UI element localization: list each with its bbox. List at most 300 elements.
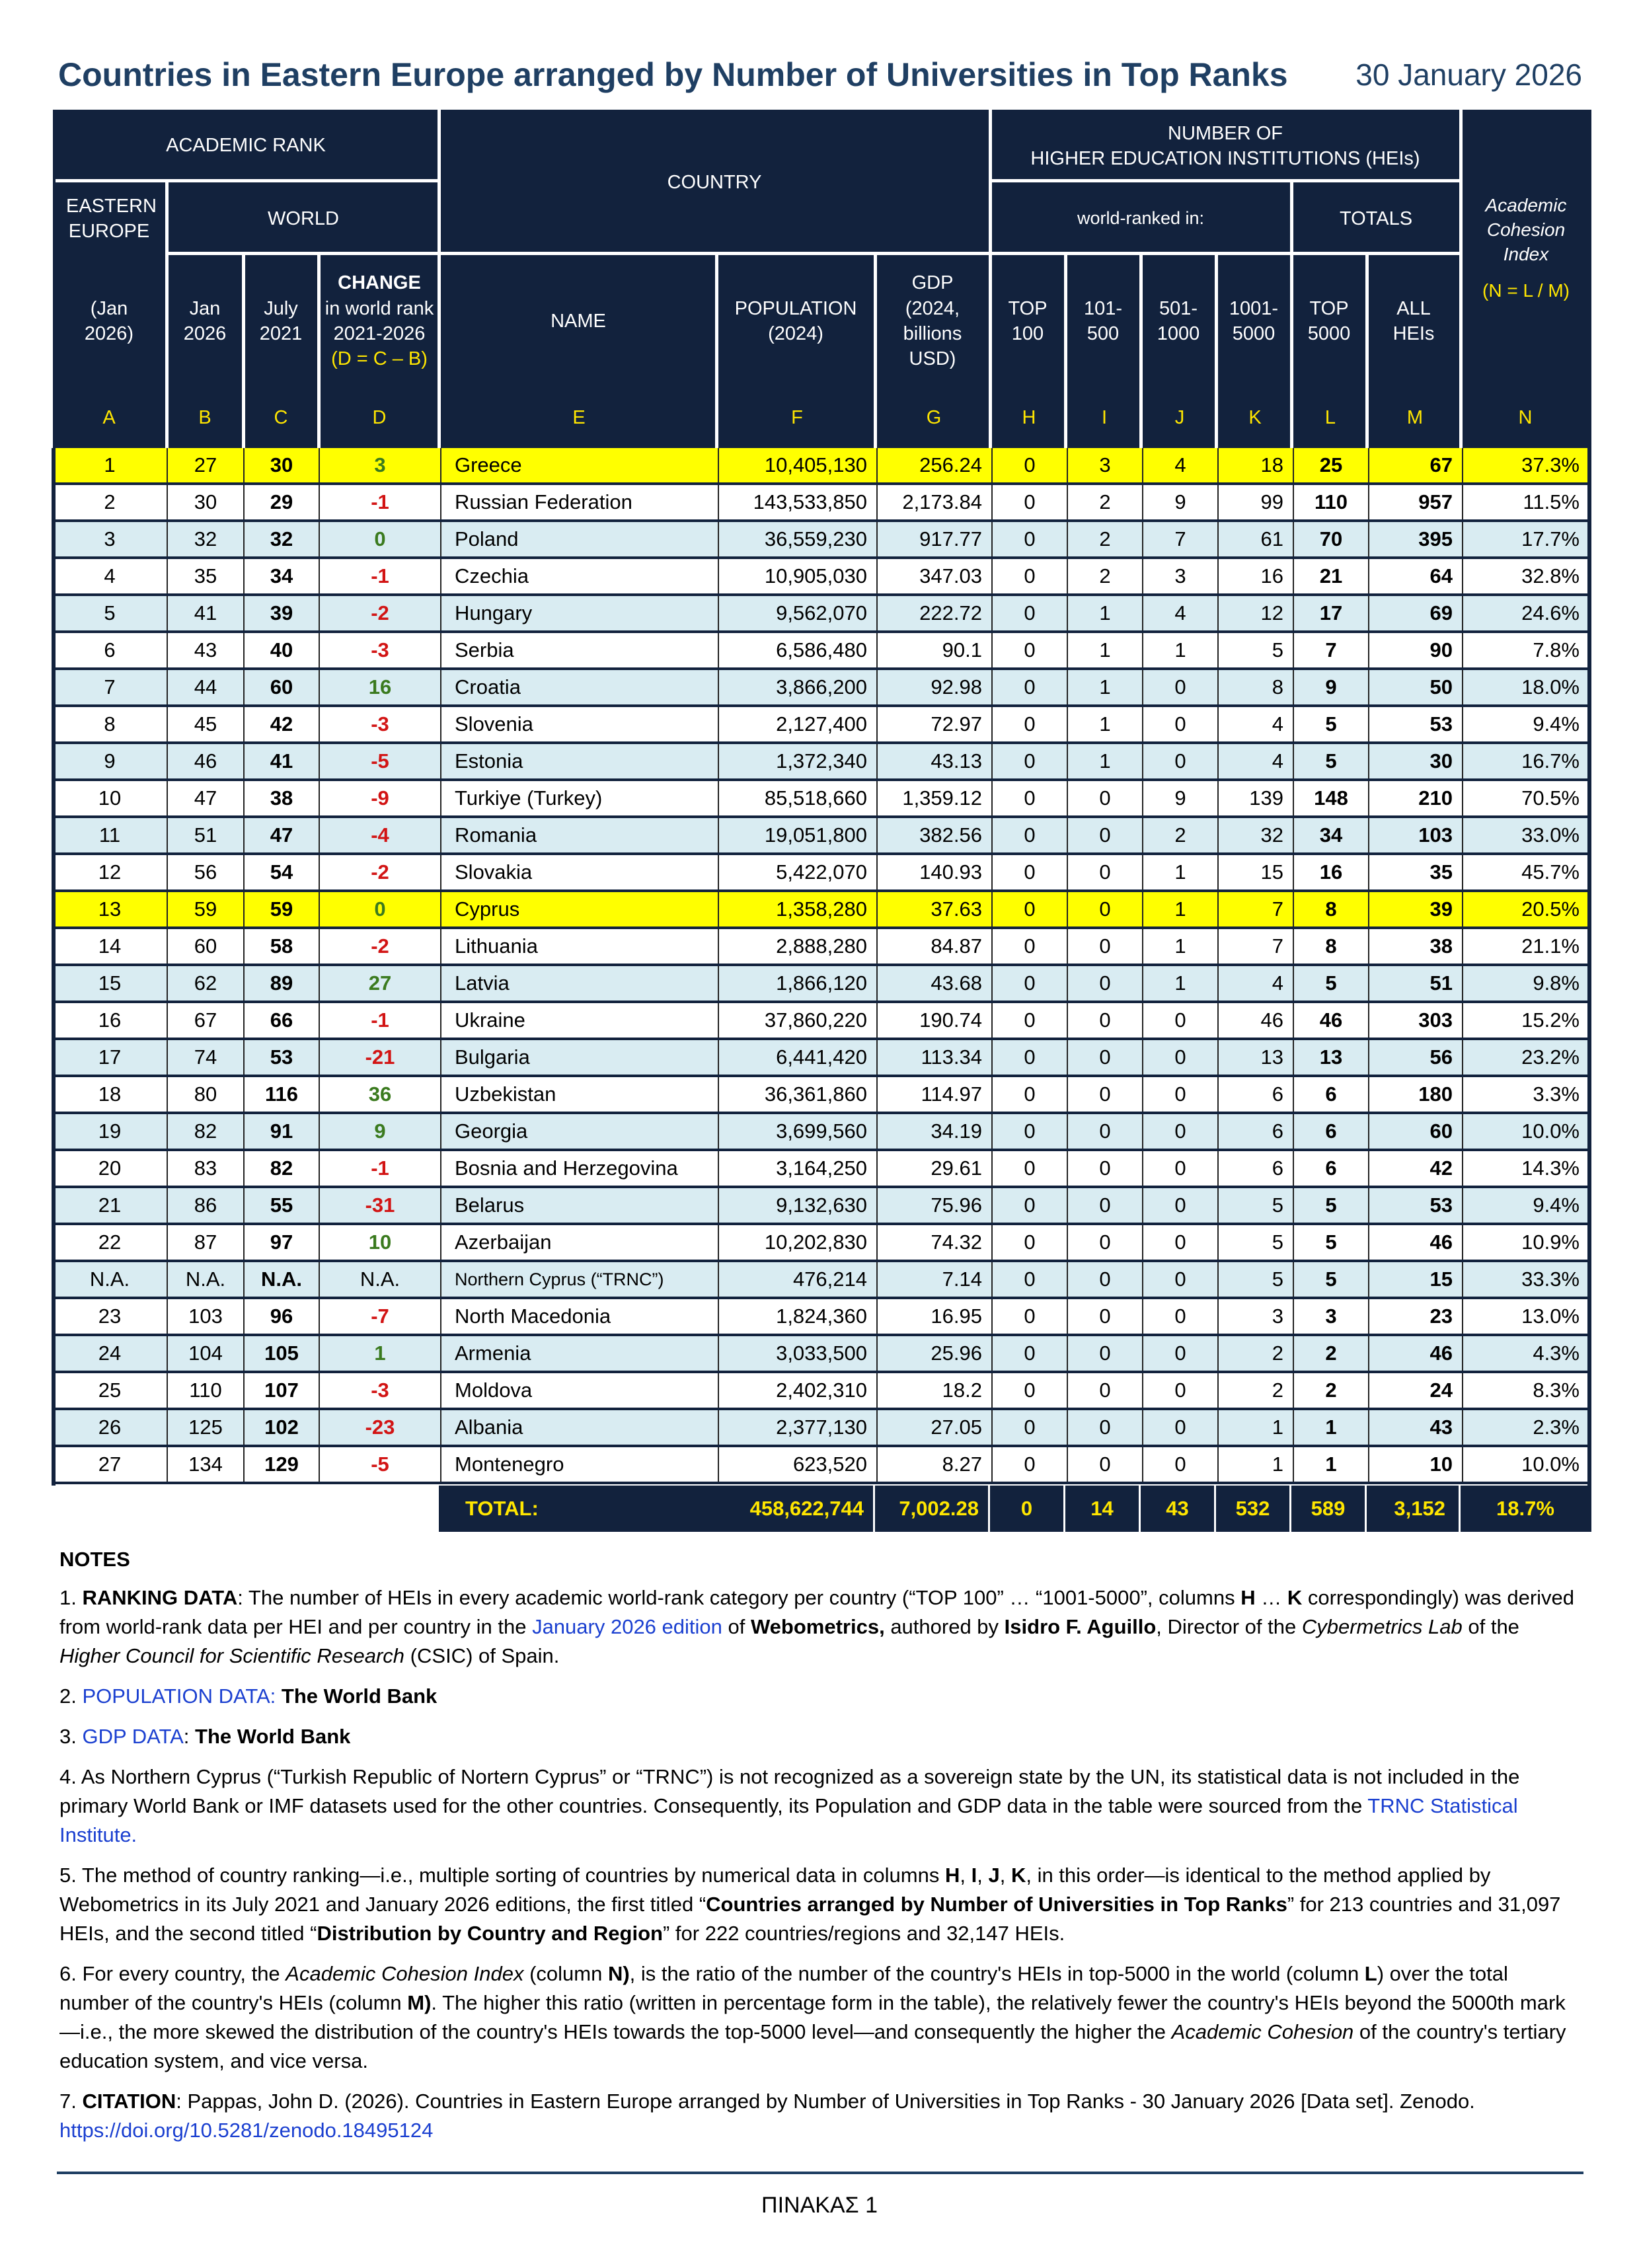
501-1000-count: 3 — [1143, 559, 1219, 593]
1001-5000-count: 1 — [1219, 1447, 1294, 1482]
1001-5000-count: 13 — [1219, 1040, 1294, 1075]
table-row — [53, 855, 1590, 892]
501-1000-count: 0 — [1143, 1040, 1219, 1075]
top-100-count: 0 — [993, 1336, 1068, 1371]
table-row — [53, 1188, 1590, 1225]
1001-5000-count: 18 — [1219, 448, 1294, 482]
top-100-count: 0 — [993, 966, 1068, 1001]
world-rank-2026: 86 — [168, 1188, 245, 1223]
col-i-header: 101- 500 — [1067, 255, 1139, 387]
gdp: 92.98 — [878, 670, 993, 704]
501-1000-count: 9 — [1143, 781, 1219, 815]
gdp: 27.05 — [878, 1410, 993, 1445]
total-label: TOTAL: — [439, 1486, 716, 1532]
all-heis-count: 53 — [1369, 707, 1463, 741]
gdp: 2,173.84 — [878, 485, 993, 519]
column-letter: B — [168, 390, 242, 445]
top-5000-count: 6 — [1294, 1077, 1369, 1112]
table-row — [53, 707, 1590, 744]
101-500-count: 0 — [1068, 1373, 1143, 1408]
gdp: 25.96 — [878, 1336, 993, 1371]
total-1001-5000: 532 — [1216, 1486, 1291, 1532]
aci-value: 4.3% — [1463, 1336, 1590, 1371]
top-100-count: 0 — [993, 929, 1068, 964]
col-c-header: July 2021 — [245, 255, 317, 387]
rank-change: -5 — [320, 744, 441, 778]
top-100-count: 0 — [993, 448, 1068, 482]
table-row — [53, 1262, 1590, 1299]
table-row — [53, 596, 1590, 633]
top-5000-count: 6 — [1294, 1114, 1369, 1149]
eastern-europe-rank: 23 — [53, 1299, 168, 1334]
aci-value: 9.8% — [1463, 966, 1590, 1001]
gdp: 382.56 — [878, 818, 993, 852]
top-100-count: 0 — [993, 522, 1068, 556]
population: 143,533,850 — [719, 485, 878, 519]
top-100-count: 0 — [993, 1077, 1068, 1112]
page-title: Countries in Eastern Europe arranged by Number of Universities in Top Ranks — [58, 56, 1288, 93]
population: 2,402,310 — [719, 1373, 878, 1408]
101-500-count: 0 — [1068, 818, 1143, 852]
population: 1,358,280 — [719, 892, 878, 926]
all-heis-count: 64 — [1369, 559, 1463, 593]
gdp: 222.72 — [878, 596, 993, 630]
101-500-count: 2 — [1068, 485, 1143, 519]
aci-value: 33.0% — [1463, 818, 1590, 852]
col-f-header: POPULATION (2024) — [718, 255, 874, 387]
total-all-heis: 3,152 — [1367, 1486, 1461, 1532]
501-1000-count: 4 — [1143, 596, 1219, 630]
gdp: 256.24 — [878, 448, 993, 482]
population: 36,559,230 — [719, 522, 878, 556]
world-rank-2026: 104 — [168, 1336, 245, 1371]
world-rank-2026: 51 — [168, 818, 245, 852]
501-1000-count: 2 — [1143, 818, 1219, 852]
eastern-europe-rank: 11 — [53, 818, 168, 852]
table-row — [53, 1336, 1590, 1373]
aci-value: 2.3% — [1463, 1410, 1590, 1445]
1001-5000-count: 5 — [1219, 1262, 1294, 1297]
eastern-europe-rank: 2 — [53, 485, 168, 519]
rank-change: 3 — [320, 448, 441, 482]
eastern-europe-rank: 12 — [53, 855, 168, 889]
aci-value: 14.3% — [1463, 1151, 1590, 1186]
footer-divider — [57, 2172, 1583, 2174]
rank-change: -1 — [320, 1151, 441, 1186]
top-5000-count: 34 — [1294, 818, 1369, 852]
1001-5000-count: 7 — [1219, 892, 1294, 926]
population: 3,699,560 — [719, 1114, 878, 1149]
table-row — [53, 818, 1590, 855]
gdp: 72.97 — [878, 707, 993, 741]
table-row — [53, 744, 1590, 781]
population: 85,518,660 — [719, 781, 878, 815]
aci-value: 21.1% — [1463, 929, 1590, 964]
aci-value: 17.7% — [1463, 522, 1590, 556]
aci-value: 10.0% — [1463, 1114, 1590, 1149]
1001-5000-count: 5 — [1219, 633, 1294, 667]
501-1000-count: 0 — [1143, 744, 1219, 778]
table-row — [53, 670, 1590, 707]
all-heis-count: 51 — [1369, 966, 1463, 1001]
101-500-count: 0 — [1068, 1151, 1143, 1186]
world-rank-2026: 83 — [168, 1151, 245, 1186]
population: 19,051,800 — [719, 818, 878, 852]
top-100-count: 0 — [993, 1188, 1068, 1223]
totals-row — [439, 1486, 1590, 1532]
table-row — [53, 633, 1590, 670]
eastern-europe-rank: 14 — [53, 929, 168, 964]
all-heis-count: 210 — [1369, 781, 1463, 815]
population: 10,202,830 — [719, 1225, 878, 1260]
501-1000-count: 0 — [1143, 1225, 1219, 1260]
country-name: Bosnia and Herzegovina — [441, 1151, 719, 1186]
total-top100: 0 — [990, 1486, 1065, 1532]
country-name: Cyprus — [441, 892, 719, 926]
world-rank-2026: 44 — [168, 670, 245, 704]
101-500-count: 1 — [1068, 744, 1143, 778]
aci-header: Academic Cohesion Index (N = L / M) — [1462, 110, 1590, 387]
world-rank-2021: N.A. — [245, 1262, 320, 1297]
col-d-header: CHANGE in world rank 2021-2026 (D = C – B) — [320, 255, 439, 387]
world-rank-2021: 102 — [245, 1410, 320, 1445]
all-heis-count: 35 — [1369, 855, 1463, 889]
1001-5000-count: 4 — [1219, 744, 1294, 778]
col-m-header: ALL HEIs — [1368, 255, 1459, 387]
101-500-count: 3 — [1068, 448, 1143, 482]
rank-change: -9 — [320, 781, 441, 815]
all-heis-count: 46 — [1369, 1225, 1463, 1260]
world-rank-2021: 34 — [245, 559, 320, 593]
rank-change: -23 — [320, 1410, 441, 1445]
aci-value: 15.2% — [1463, 1003, 1590, 1038]
top-100-count: 0 — [993, 1262, 1068, 1297]
101-500-count: 0 — [1068, 1336, 1143, 1371]
aci-value: 32.8% — [1463, 559, 1590, 593]
table-row — [53, 1225, 1590, 1262]
world-rank-2021: 91 — [245, 1114, 320, 1149]
all-heis-count: 180 — [1369, 1077, 1463, 1112]
academic-rank-header: ACADEMIC RANK — [53, 110, 439, 181]
population: 5,422,070 — [719, 855, 878, 889]
world-rank-2021: 47 — [245, 818, 320, 852]
world-rank-2026: 56 — [168, 855, 245, 889]
column-letter: N — [1463, 390, 1587, 445]
gdp: 8.27 — [878, 1447, 993, 1482]
top-5000-count: 5 — [1294, 966, 1369, 1001]
top-5000-count: 5 — [1294, 1188, 1369, 1223]
country-name: Lithuania — [441, 929, 719, 964]
all-heis-count: 38 — [1369, 929, 1463, 964]
all-heis-count: 10 — [1369, 1447, 1463, 1482]
country-name: Croatia — [441, 670, 719, 704]
gdp: 16.95 — [878, 1299, 993, 1334]
all-heis-count: 69 — [1369, 596, 1463, 630]
world-rank-2026: 80 — [168, 1077, 245, 1112]
country-name: Serbia — [441, 633, 719, 667]
101-500-count: 0 — [1068, 855, 1143, 889]
top-5000-count: 8 — [1294, 892, 1369, 926]
country-header: COUNTRY — [440, 110, 989, 255]
all-heis-count: 15 — [1369, 1262, 1463, 1297]
top-5000-count: 8 — [1294, 929, 1369, 964]
501-1000-count: 4 — [1143, 448, 1219, 482]
top-100-count: 0 — [993, 892, 1068, 926]
page-date: 30 January 2026 — [1355, 57, 1582, 92]
country-name: Czechia — [441, 559, 719, 593]
world-rank-2021: 55 — [245, 1188, 320, 1223]
top-5000-count: 9 — [1294, 670, 1369, 704]
top-5000-count: 2 — [1294, 1373, 1369, 1408]
total-aci: 18.7% — [1496, 1497, 1554, 1520]
population: 623,520 — [719, 1447, 878, 1482]
top-100-count: 0 — [993, 1410, 1068, 1445]
eastern-europe-rank: 18 — [53, 1077, 168, 1112]
top-5000-count: 5 — [1294, 744, 1369, 778]
501-1000-count: 0 — [1143, 707, 1219, 741]
col-h-header: TOP 100 — [991, 255, 1064, 387]
501-1000-count: 9 — [1143, 485, 1219, 519]
rank-change: 36 — [320, 1077, 441, 1112]
top-100-count: 0 — [993, 633, 1068, 667]
country-name: Armenia — [441, 1336, 719, 1371]
101-500-count: 0 — [1068, 1188, 1143, 1223]
world-rank-2021: 41 — [245, 744, 320, 778]
population: 37,860,220 — [719, 1003, 878, 1038]
1001-5000-count: 6 — [1219, 1151, 1294, 1186]
501-1000-count: 0 — [1143, 670, 1219, 704]
country-name: Belarus — [441, 1188, 719, 1223]
aci-value: 9.4% — [1463, 707, 1590, 741]
101-500-count: 0 — [1068, 892, 1143, 926]
501-1000-count: 0 — [1143, 1003, 1219, 1038]
note-7: 7. CITATION: Pappas, John D. (2026). Countries in Eastern Europe arranged by Number of Universities in Top Ranks - 30 January 2026 [Data set]. Zenodo. https://doi.org/10.5281/zenodo.18495124 — [59, 2090, 1475, 2142]
1001-5000-count: 4 — [1219, 966, 1294, 1001]
eastern-europe-rank: 8 — [53, 707, 168, 741]
table-row — [53, 522, 1590, 559]
eastern-europe-rank: 6 — [53, 633, 168, 667]
aci-value: 13.0% — [1463, 1299, 1590, 1334]
gdp: 37.63 — [878, 892, 993, 926]
1001-5000-count: 2 — [1219, 1373, 1294, 1408]
101-500-count: 1 — [1068, 707, 1143, 741]
top-100-count: 0 — [993, 670, 1068, 704]
world-rank-2026: 45 — [168, 707, 245, 741]
all-heis-count: 39 — [1369, 892, 1463, 926]
gdp-data-link[interactable]: GDP DATA — [82, 1725, 184, 1748]
table-row — [53, 1003, 1590, 1040]
501-1000-count: 0 — [1143, 1151, 1219, 1186]
world-rank-2026: 62 — [168, 966, 245, 1001]
col-a-header: (Jan 2026) — [53, 255, 165, 387]
aci-value: 16.7% — [1463, 744, 1590, 778]
col-e-header: NAME — [440, 255, 716, 387]
aci-value: 45.7% — [1463, 855, 1590, 889]
world-rank-2026: 35 — [168, 559, 245, 593]
all-heis-count: 90 — [1369, 633, 1463, 667]
column-letter: C — [245, 390, 317, 445]
eastern-europe-rank: 4 — [53, 559, 168, 593]
all-heis-count: 43 — [1369, 1410, 1463, 1445]
col-l-header: TOP 5000 — [1293, 255, 1365, 387]
1001-5000-count: 6 — [1219, 1114, 1294, 1149]
population: 6,586,480 — [719, 633, 878, 667]
rank-change: -7 — [320, 1299, 441, 1334]
top-5000-count: 5 — [1294, 707, 1369, 741]
501-1000-count: 1 — [1143, 633, 1219, 667]
table-row — [53, 448, 1590, 485]
501-1000-count: 0 — [1143, 1373, 1219, 1408]
country-name: Moldova — [441, 1373, 719, 1408]
country-name: Romania — [441, 818, 719, 852]
world-rank-2026: 103 — [168, 1299, 245, 1334]
country-name: Bulgaria — [441, 1040, 719, 1075]
table-row — [53, 1447, 1590, 1484]
population: 2,377,130 — [719, 1410, 878, 1445]
population: 3,866,200 — [719, 670, 878, 704]
population: 2,127,400 — [719, 707, 878, 741]
world-rank-2026: 41 — [168, 596, 245, 630]
webometrics-link[interactable]: January 2026 edition — [532, 1615, 722, 1638]
table-row — [53, 1114, 1590, 1151]
top-100-count: 0 — [993, 1225, 1068, 1260]
rank-change: N.A. — [320, 1262, 441, 1297]
501-1000-count: 0 — [1143, 1447, 1219, 1482]
all-heis-count: 23 — [1369, 1299, 1463, 1334]
1001-5000-count: 61 — [1219, 522, 1294, 556]
population: 2,888,280 — [719, 929, 878, 964]
doi-link[interactable]: https://doi.org/10.5281/zenodo.18495124 — [59, 2119, 434, 2142]
total-population: 458,622,744 — [716, 1486, 875, 1532]
population: 10,905,030 — [719, 559, 878, 593]
table-row — [53, 1373, 1590, 1410]
gdp: 347.03 — [878, 559, 993, 593]
column-letter: A — [53, 390, 165, 445]
all-heis-count: 46 — [1369, 1336, 1463, 1371]
world-rank-2026: 47 — [168, 781, 245, 815]
population: 10,405,130 — [719, 448, 878, 482]
501-1000-count: 1 — [1143, 855, 1219, 889]
101-500-count: 0 — [1068, 929, 1143, 964]
rank-change: -3 — [320, 707, 441, 741]
rank-change: 0 — [320, 522, 441, 556]
aci-value: 11.5% — [1463, 485, 1590, 519]
world-rank-2021: 38 — [245, 781, 320, 815]
country-name: Hungary — [441, 596, 719, 630]
world-rank-2026: N.A. — [168, 1262, 245, 1297]
world-rank-2021: 82 — [245, 1151, 320, 1186]
population: 1,824,360 — [719, 1299, 878, 1334]
aci-value: 24.6% — [1463, 596, 1590, 630]
population: 1,372,340 — [719, 744, 878, 778]
gdp: 18.2 — [878, 1373, 993, 1408]
eastern-europe-rank: 21 — [53, 1188, 168, 1223]
aci-value: 23.2% — [1463, 1040, 1590, 1075]
country-name: Slovakia — [441, 855, 719, 889]
eastern-europe-rank: 13 — [53, 892, 168, 926]
world-rank-2021: 40 — [245, 633, 320, 667]
aci-value: 10.9% — [1463, 1225, 1590, 1260]
1001-5000-count: 139 — [1219, 781, 1294, 815]
column-letter: D — [320, 390, 439, 445]
world-rank-2021: 30 — [245, 448, 320, 482]
gdp: 74.32 — [878, 1225, 993, 1260]
501-1000-count: 0 — [1143, 1114, 1219, 1149]
gdp: 113.34 — [878, 1040, 993, 1075]
total-101-500: 14 — [1065, 1486, 1141, 1532]
eastern-europe-rank: 27 — [53, 1447, 168, 1482]
world-rank-2026: 59 — [168, 892, 245, 926]
1001-5000-count: 2 — [1219, 1336, 1294, 1371]
eastern-europe-rank: 5 — [53, 596, 168, 630]
population-data-link[interactable]: POPULATION DATA: — [82, 1684, 276, 1708]
country-name: Albania — [441, 1410, 719, 1445]
top-100-count: 0 — [993, 707, 1068, 741]
all-heis-count: 395 — [1369, 522, 1463, 556]
aci-value: 9.4% — [1463, 1188, 1590, 1223]
world-rank-2021: 53 — [245, 1040, 320, 1075]
1001-5000-count: 3 — [1219, 1299, 1294, 1334]
country-name: Azerbaijan — [441, 1225, 719, 1260]
world-rank-2021: 42 — [245, 707, 320, 741]
all-heis-count: 42 — [1369, 1151, 1463, 1186]
country-name: Estonia — [441, 744, 719, 778]
world-rank-2026: 82 — [168, 1114, 245, 1149]
world-rank-2021: 89 — [245, 966, 320, 1001]
page-footer: ΠΙΝΑΚΑΣ 1 — [761, 2193, 878, 2218]
101-500-count: 2 — [1068, 559, 1143, 593]
1001-5000-count: 4 — [1219, 707, 1294, 741]
world-rank-2026: 74 — [168, 1040, 245, 1075]
world-rank-2021: 60 — [245, 670, 320, 704]
101-500-count: 0 — [1068, 1003, 1143, 1038]
all-heis-count: 67 — [1369, 448, 1463, 482]
101-500-count: 2 — [1068, 522, 1143, 556]
world-rank-2021: 29 — [245, 485, 320, 519]
world-rank-2026: 46 — [168, 744, 245, 778]
1001-5000-count: 46 — [1219, 1003, 1294, 1038]
country-name: North Macedonia — [441, 1299, 719, 1334]
col-g-header: GDP (2024, billions USD) — [876, 255, 989, 387]
gdp: 917.77 — [878, 522, 993, 556]
gdp: 43.68 — [878, 966, 993, 1001]
note-5: 5. The method of country ranking—i.e., multiple sorting of countries by numerical data in columns H, I, J, K, in this order—is identical to the method applied by Webometrics in its July 2021 and January 2026 editions, the first titled “Countries arranged by Number of Universities in Top Ranks” for 213 countries and 31,097 HEIs, and the second titled “Distribution by Country and Region” for 222 countries/regions and 32,147 HEIs. — [59, 1864, 1561, 1945]
all-heis-count: 957 — [1369, 485, 1463, 519]
eastern-europe-rank: 20 — [53, 1151, 168, 1186]
world-rank-2026: 125 — [168, 1410, 245, 1445]
rank-change: -2 — [320, 596, 441, 630]
top-100-count: 0 — [993, 781, 1068, 815]
101-500-count: 1 — [1068, 633, 1143, 667]
heis-header: NUMBER OF HIGHER EDUCATION INSTITUTIONS (HEIs) — [991, 110, 1459, 182]
top-5000-count: 70 — [1294, 522, 1369, 556]
aci-value: 18.0% — [1463, 670, 1590, 704]
world-rank-2026: 134 — [168, 1447, 245, 1482]
population: 3,164,250 — [719, 1151, 878, 1186]
501-1000-count: 0 — [1143, 1188, 1219, 1223]
note-4: 4. As Northern Cyprus (“Turkish Republic of Nortern Cyprus” or “TRNC”) is not recognized as a sovereign state by the UN, its statistical data is not included in the primary World Bank or IMF datasets used for the other countries. Consequently, its Population and GDP data in the table were sourced from the TRNC Statistical Institute. — [59, 1765, 1520, 1846]
all-heis-count: 24 — [1369, 1373, 1463, 1408]
population: 6,441,420 — [719, 1040, 878, 1075]
1001-5000-count: 99 — [1219, 485, 1294, 519]
top-100-count: 0 — [993, 1299, 1068, 1334]
table-row — [53, 485, 1590, 522]
all-heis-count: 56 — [1369, 1040, 1463, 1075]
gdp: 114.97 — [878, 1077, 993, 1112]
top-100-count: 0 — [993, 744, 1068, 778]
rank-change: -1 — [320, 1003, 441, 1038]
trnc-statistical-link[interactable]: TRNC Statistical Institute. — [59, 1794, 1518, 1846]
